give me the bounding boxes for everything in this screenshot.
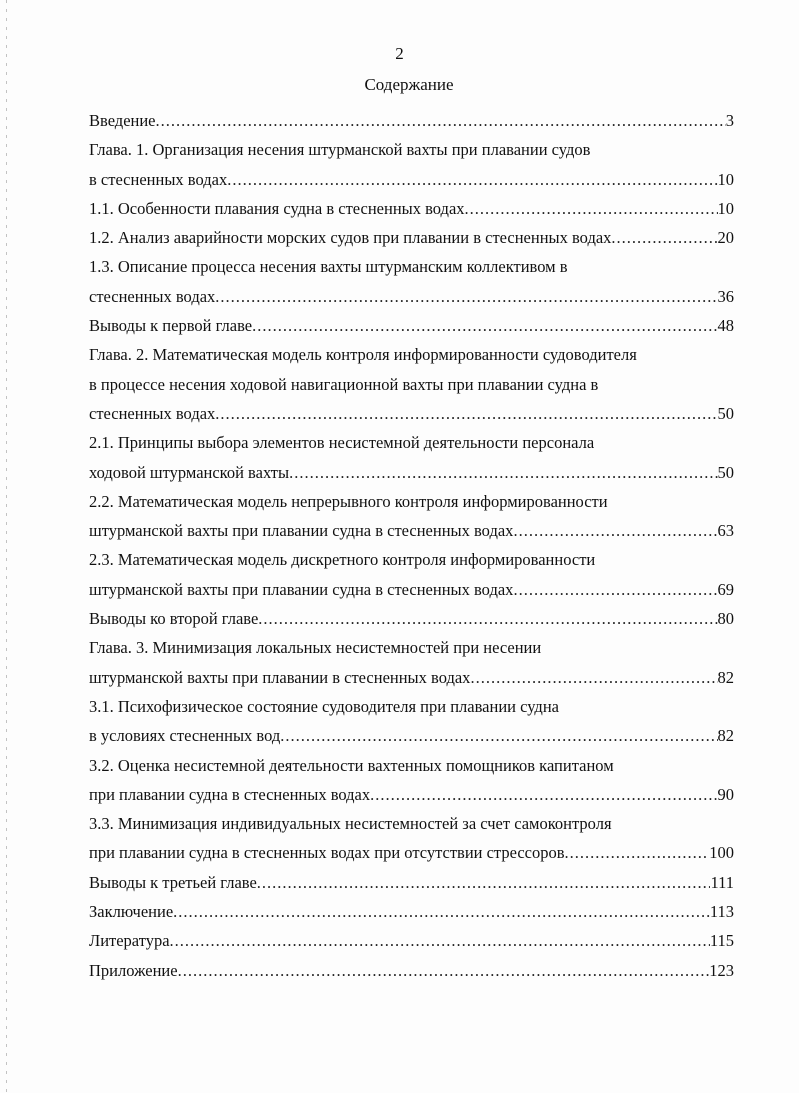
toc-entry-text: стесненных водах <box>89 403 216 423</box>
dot-leader <box>215 282 717 311</box>
toc-entry-text: 2.3. Математическая модель дискретного контроля информированности <box>89 550 596 570</box>
toc-line <box>89 633 734 662</box>
dot-leader <box>215 399 717 428</box>
dot-leader <box>170 926 710 955</box>
toc-entry-page: 36 <box>717 286 734 306</box>
toc-entry-text: 2.2. Математическая модель непрерывного контроля информированности <box>89 491 608 511</box>
toc-line <box>89 721 734 750</box>
toc-entry-text: Глава. 1. Организация несения штурманской вахты при плавании судов <box>89 140 591 160</box>
toc-entry-text: 3.2. Оценка несистемной деятельности вахтенных помощников капитаном <box>89 755 614 775</box>
toc-entry-page: 20 <box>717 228 734 248</box>
dot-leader <box>470 663 717 692</box>
toc-entry-text: 1.1. Особенности плавания судна в стесненных водах <box>89 198 465 218</box>
toc-entry-text: Приложение <box>89 960 178 980</box>
toc-line <box>89 340 734 369</box>
toc-line <box>89 252 734 281</box>
dot-leader <box>370 780 717 809</box>
toc-line <box>89 370 734 399</box>
dot-leader <box>465 194 718 223</box>
toc-line <box>89 780 734 809</box>
dot-leader <box>257 868 711 897</box>
toc-entry-page: 63 <box>717 521 734 541</box>
dot-leader <box>156 106 726 135</box>
toc-entry-page: 82 <box>717 726 734 746</box>
toc-entry-page: 113 <box>709 902 734 922</box>
toc-entry-text: ходовой штурманской вахты <box>89 462 290 482</box>
toc-line <box>89 223 734 252</box>
toc-line <box>89 106 734 135</box>
toc-line <box>89 194 734 223</box>
toc-entry-page: 48 <box>717 316 734 336</box>
toc-line <box>89 311 734 340</box>
toc-line <box>89 809 734 838</box>
toc-line <box>89 663 734 692</box>
toc-entry-text: 3.1. Психофизическое состояние судоводителя при плавании судна <box>89 696 559 716</box>
dot-leader <box>289 458 717 487</box>
toc-line <box>89 135 734 164</box>
toc-line <box>89 604 734 633</box>
toc-line <box>89 487 734 516</box>
toc-entry-text: Литература <box>89 931 170 951</box>
toc-entry-text: штурманской вахты при плавании в стесненных водах <box>89 667 471 687</box>
dot-leader <box>173 897 710 926</box>
toc-title: Содержание <box>364 75 454 94</box>
toc-entry-text: при плавании судна в стесненных водах при отсутствии стрессоров <box>89 843 565 863</box>
toc-line <box>89 838 734 867</box>
toc-entry-page: 82 <box>717 667 734 687</box>
toc-entry-text: Выводы ко второй главе <box>89 609 259 629</box>
dot-leader <box>565 838 710 867</box>
toc-entry-page: 69 <box>717 579 734 599</box>
dot-leader <box>258 604 717 633</box>
toc-entry-page: 90 <box>717 784 734 804</box>
toc-entry-page: 10 <box>717 198 734 218</box>
dot-leader <box>227 165 717 194</box>
toc-entry-text: Глава. 2. Математическая модель контроля информированности судоводителя <box>89 345 637 365</box>
toc-entry-text: в условиях стесненных вод <box>89 726 281 746</box>
toc-line <box>89 399 734 428</box>
toc-entry-page: 50 <box>717 403 734 423</box>
dot-leader <box>513 516 717 545</box>
toc-entry-text: 1.2. Анализ аварийности морских судов при плавании в стесненных водах <box>89 228 612 248</box>
dot-leader <box>280 721 717 750</box>
toc-entry-text: в процессе несения ходовой навигационной вахты при плавании судна в <box>89 374 599 394</box>
toc-entry-text: 3.3. Минимизация индивидуальных несистемностей за счет самоконтроля <box>89 814 612 834</box>
table-of-contents <box>89 106 734 985</box>
toc-line <box>89 575 734 604</box>
toc-entry-page: 80 <box>717 609 734 629</box>
toc-line <box>89 926 734 955</box>
toc-entry-text: 2.1. Принципы выбора элементов несистемной деятельности персонала <box>89 433 595 453</box>
toc-entry-page: 50 <box>717 462 734 482</box>
toc-line <box>89 897 734 926</box>
toc-entry-page: 115 <box>709 931 734 951</box>
toc-entry-text: 1.3. Описание процесса несения вахты штурманским коллективом в <box>89 257 568 277</box>
toc-entry-text: штурманской вахты при плавании судна в стесненных водах <box>89 579 514 599</box>
toc-entry-text: при плавании судна в стесненных водах <box>89 784 371 804</box>
toc-entry-text: Выводы к первой главе <box>89 316 253 336</box>
dot-leader <box>611 223 717 252</box>
toc-line <box>89 545 734 574</box>
toc-line <box>89 956 734 985</box>
toc-entry-page: 100 <box>709 843 734 863</box>
toc-entry-text: Глава. 3. Минимизация локальных несистемностей при несении <box>89 638 542 658</box>
toc-entry-page: 123 <box>709 960 734 980</box>
dot-leader <box>513 575 717 604</box>
toc-entry-text: Введение <box>89 111 156 130</box>
toc-line <box>89 282 734 311</box>
page-number: 2 <box>395 44 404 63</box>
toc-entry-text: в стесненных водах <box>89 169 228 189</box>
scan-edge-artifact <box>6 0 7 1093</box>
dot-leader <box>178 956 710 985</box>
toc-line <box>89 428 734 457</box>
toc-entry-text: Выводы к третьей главе <box>89 872 257 892</box>
toc-line <box>89 165 734 194</box>
toc-line <box>89 458 734 487</box>
toc-entry-page: 10 <box>717 169 734 189</box>
toc-line <box>89 868 734 897</box>
toc-entry-text: штурманской вахты при плавании судна в стесненных водах <box>89 521 514 541</box>
dot-leader <box>252 311 717 340</box>
toc-entry-page: 111 <box>710 872 734 892</box>
toc-entry-text: стесненных водах <box>89 286 216 306</box>
toc-entry-text: Заключение <box>89 902 174 922</box>
toc-line <box>89 751 734 780</box>
toc-line <box>89 692 734 721</box>
toc-entry-page: 3 <box>725 111 734 130</box>
toc-line <box>89 516 734 545</box>
